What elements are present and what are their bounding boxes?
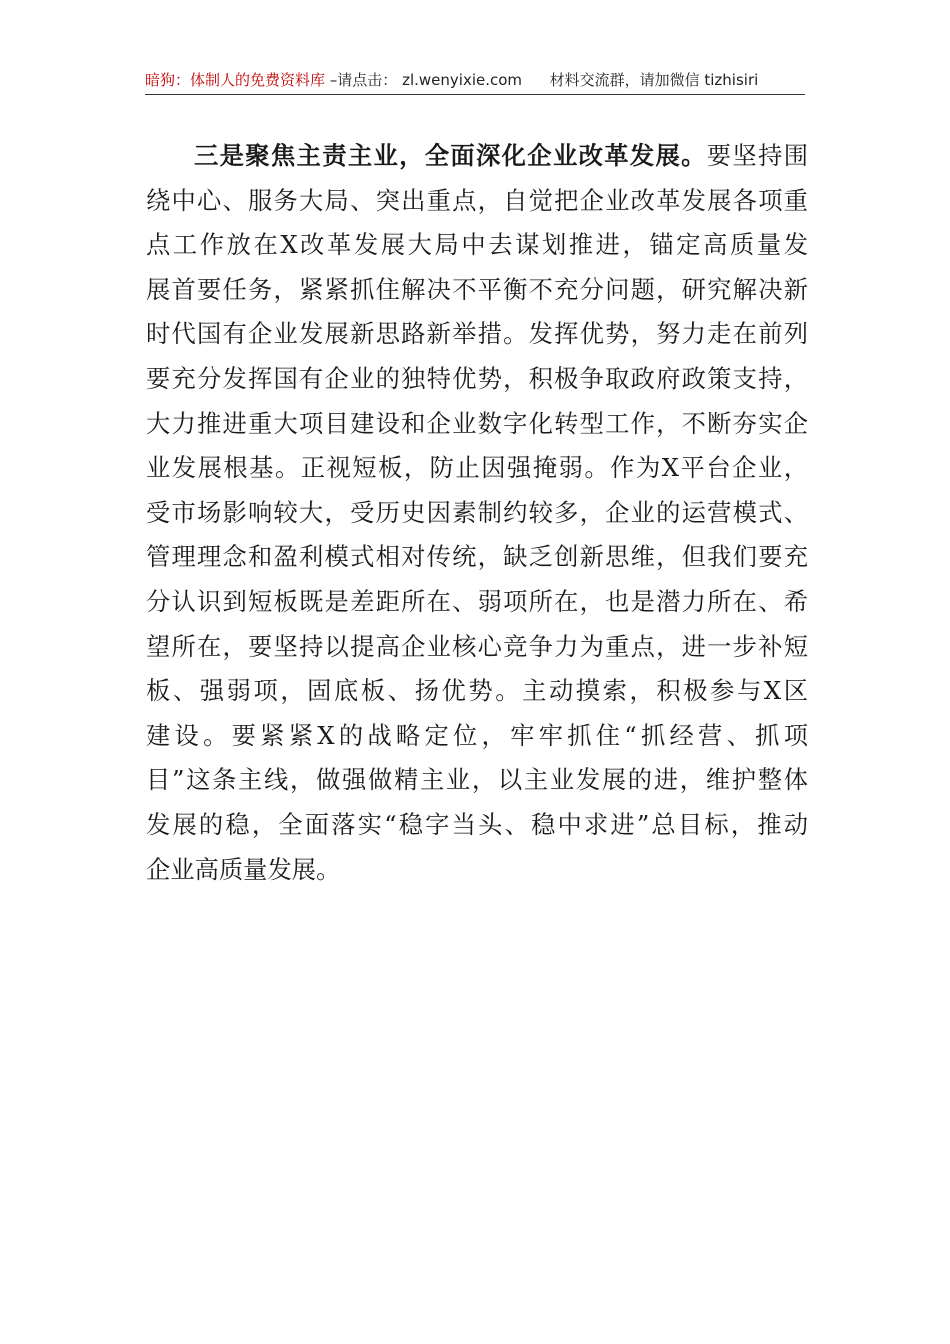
paragraph-lead-heading: 三是聚焦主责主业，全面深化企业改革发展。: [194, 141, 707, 170]
header-brand: 暗狗：体制人的免费资料库: [145, 71, 326, 89]
paragraph-line: 建设。要紧紧X的战略定位，牢牢抓住“抓经营、抓项: [146, 720, 808, 750]
paragraph-line: 业发展根基。正视短板，防止因强掩弱。作为X平台企业，: [146, 453, 808, 483]
paragraph-line: 时代国有企业发展新思路新举措。发挥优势，努力走在前列: [146, 319, 808, 349]
paragraph-line: 绕中心、服务大局、突出重点，自觉把企业改革发展各项重: [146, 185, 808, 215]
document-paragraph: [146, 134, 808, 892]
paragraph-line: 望所在，要坚持以提高企业核心竞争力为重点，进一步补短: [146, 631, 808, 661]
paragraph-line: 发展的稳，全面落实“稳字当头、稳中求进”总目标，推动: [146, 809, 808, 839]
header-prompt: –请点击：: [329, 71, 398, 89]
paragraph-line: 板、强弱项，固底板、扬优势。主动摸索，积极参与X区: [146, 676, 808, 706]
paragraph-line: 大力推进重大项目建设和企业数字化转型工作，不断夯实企: [146, 408, 808, 438]
paragraph-line: 要充分发挥国有企业的独特优势，积极争取政府政策支持，: [146, 363, 808, 393]
paragraph-line: 分认识到短板既是差距所在、弱项所在，也是潜力所在、希: [146, 586, 808, 616]
paragraph-line: 管理理念和盈利模式相对传统，缺乏创新思维，但我们要充: [146, 542, 808, 572]
document-header: [145, 66, 805, 95]
paragraph-line: 企业高质量发展。: [146, 854, 341, 884]
paragraph-line: 点工作放在X改革发展大局中去谋划推进，锚定高质量发: [146, 230, 808, 260]
paragraph-line: 展首要任务，紧紧抓住解决不平衡不充分问题，研究解决新: [146, 274, 808, 304]
header-url-link[interactable]: zl.wenyixie.com: [402, 71, 523, 89]
header-contact: 材料交流群，请加微信 tizhisiri: [549, 71, 759, 89]
paragraph-line: 目”这条主线，做强做精主业，以主业发展的进，维护整体: [146, 765, 808, 795]
paragraph-line: 三是聚焦主责主业，全面深化企业改革发展。要坚持围: [194, 141, 809, 170]
paragraph-line: 受市场影响较大，受历史因素制约较多，企业的运营模式、: [146, 497, 808, 527]
